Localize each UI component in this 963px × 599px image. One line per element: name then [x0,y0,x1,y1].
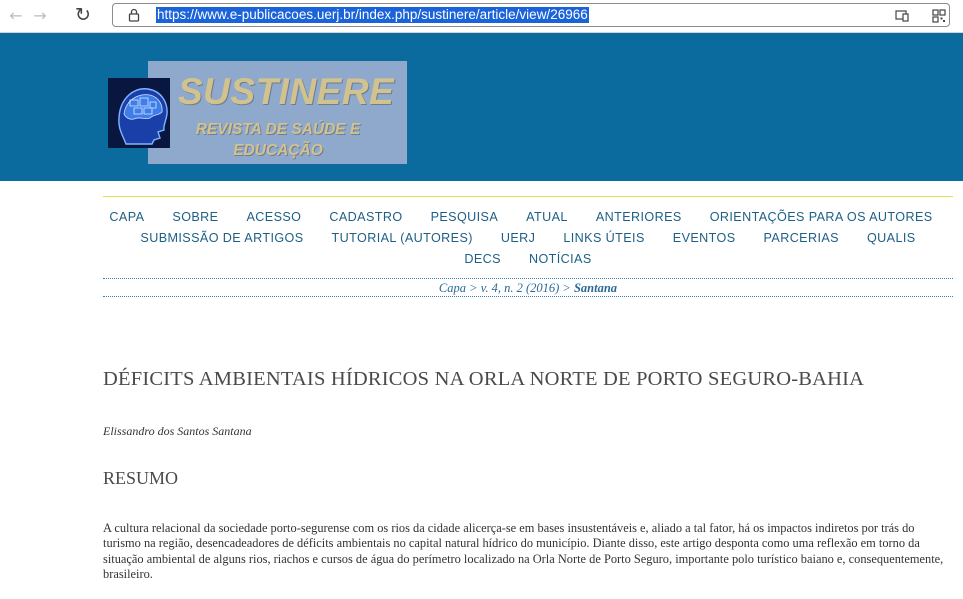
nav-item-eventos[interactable]: EVENTOS [672,231,736,245]
abstract-text: A cultura relacional da sociedade porto-segurense com os rios da cidade alicerça-se em bases insustentáveis e, aliado a tal fator, há os impactos indiretos por trás do turismo na região, desencadeadores de déficits ambientais no capital natural hídrico do município. Diante disso, este artigo desponta como uma reflexão em torno da situação ambiental de alguns rios, riachos e cursos de água do perímetro localizado na Orla Norte de Porto Seguro, importante polo turístico baiano e, consequentemente, brasileiro. [103,521,944,581]
site-logo-title[interactable]: SUSTINERE [178,71,395,112]
nav-item-noticias[interactable]: NOTÍCIAS [528,252,592,266]
url-text[interactable]: https://www.e-publicacoes.uerj.br/index.php/sustinere/article/view/26966 [157,7,588,22]
nav-item-pesquisa[interactable]: PESQUISA [430,210,499,224]
article-author: Elissandro dos Santos Santana [103,424,252,438]
nav-top-rule [103,196,953,197]
nav-item-qualis[interactable]: QUALIS [866,231,916,245]
brain-head-icon [108,78,170,148]
nav-item-capa[interactable]: CAPA [109,210,145,224]
breadcrumb-top-rule [103,278,953,279]
cast-icon[interactable] [894,8,910,24]
nav-item-acesso[interactable]: ACESSO [246,210,302,224]
article-title: DÉFICITS AMBIENTAIS HÍDRICOS NA ORLA NORTE DE PORTO SEGURO-BAHIA [103,368,865,390]
qr-code-icon[interactable] [931,8,947,24]
breadcrumb-bottom-rule [103,296,953,297]
nav-item-orientacoes[interactable]: ORIENTAÇÕES PARA OS AUTORES [709,210,933,224]
nav-item-uerj[interactable]: UERJ [500,231,536,245]
browser-toolbar [0,0,963,33]
main-nav [103,207,953,270]
site-header [0,33,963,181]
address-bar[interactable] [112,3,950,27]
lock-icon[interactable] [127,8,141,22]
abstract-heading: RESUMO [103,468,179,488]
nav-item-tutorial[interactable]: TUTORIAL (AUTORES) [331,231,473,245]
nav-item-anteriores[interactable]: ANTERIORES [595,210,682,224]
nav-item-parcerias[interactable]: PARCERIAS [763,231,839,245]
nav-item-submissao[interactable]: SUBMISSÃO DE ARTIGOS [140,231,304,245]
nav-item-sobre[interactable]: SOBRE [172,210,219,224]
forward-arrow-icon[interactable]: → [33,5,47,25]
breadcrumb-separator: > [466,281,481,295]
breadcrumb [103,280,953,296]
breadcrumb-issue-link[interactable]: v. 4, n. 2 (2016) [480,281,560,295]
breadcrumb-current[interactable]: Santana [573,281,618,295]
nav-item-links-uteis[interactable]: LINKS ÚTEIS [563,231,645,245]
nav-item-atual[interactable]: ATUAL [526,210,568,224]
nav-item-decs[interactable]: DECS [464,252,501,266]
breadcrumb-separator: > [559,281,574,295]
nav-item-cadastro[interactable]: CADASTRO [329,210,403,224]
breadcrumb-home-link[interactable]: Capa [438,281,467,295]
site-logo-subtitle: REVISTA DE SAÚDE E EDUCAÇÃO [195,121,361,159]
reload-icon[interactable]: ↻ [75,4,91,26]
back-arrow-icon[interactable]: ← [9,5,23,25]
